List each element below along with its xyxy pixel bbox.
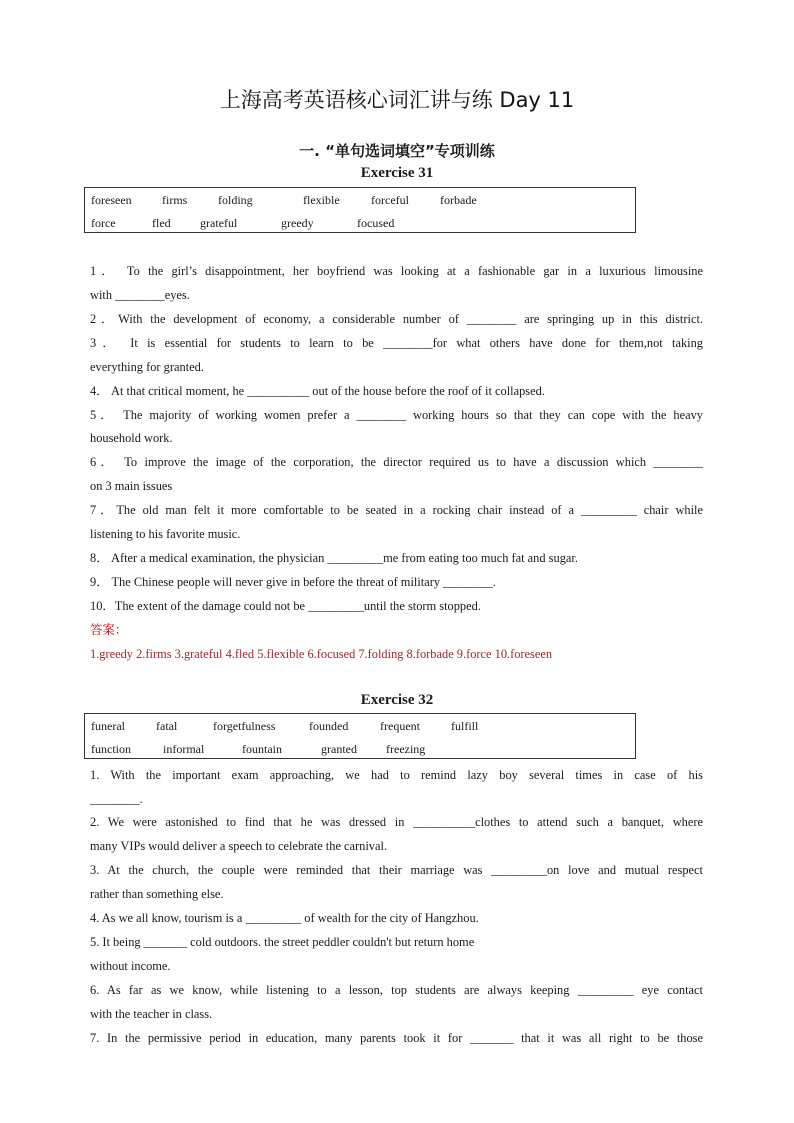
exercise-32-line: 6. As far as we know, while listening to a lesson, top students are always keeping _________ eye contact — [90, 983, 703, 997]
exercise-31-line: 6． To improve the image of the corporation, the director required us to have a discussion which ________ — [90, 455, 703, 469]
word-bank-item: firms — [162, 193, 188, 207]
exercise-31-line: everything for granted. — [90, 360, 204, 374]
word-bank-item: grateful — [200, 216, 238, 230]
exercise-32-line: 2. We were astonished to find that he was dressed in __________clothes to attend such a banquet, where — [90, 815, 703, 829]
exercise-32-line: 3. At the church, the couple were reminded that their marriage was _________on love and mutual respect — [90, 863, 703, 877]
word-bank-item: frequent — [380, 719, 420, 733]
exercise-31-line: 8． After a medical examination, the physician _________me from eating too much fat and sugar. — [90, 551, 578, 565]
answer-label: 答案： — [90, 623, 128, 637]
word-bank-item: forbade — [440, 193, 477, 207]
exercise-31-line: 2．With the development of economy, a considerable number of ________ are springing up in this district. — [90, 312, 703, 326]
exercise-32-line: 4. As we all know, tourism is a _________ of wealth for the city of Hangzhou. — [90, 911, 479, 925]
word-bank-item: function — [91, 742, 131, 756]
word-bank-item: fled — [152, 216, 171, 230]
word-bank-item: folding — [218, 193, 253, 207]
word-bank-item: founded — [309, 719, 349, 733]
word-bank-item: freezing — [386, 742, 426, 756]
word-bank-item: fulfill — [451, 719, 479, 733]
exercise-32-title: Exercise 32 — [360, 692, 434, 708]
section-heading: 一. “单句选词填空”专项训练 — [299, 142, 495, 160]
exercise-31-line: 3． It is essential for students to learn to be ________for what others have done for them,not taking — [90, 336, 703, 350]
exercise-31-line: 4． At that critical moment, he __________ out of the house before the roof of it collapsed. — [90, 384, 545, 398]
word-bank-item: fatal — [156, 719, 178, 733]
word-bank-item: fountain — [242, 742, 282, 756]
exercise-32-line: 5. It being _______ cold outdoors. the street peddler couldn't but return home — [90, 935, 475, 949]
exercise-32-line: rather than something else. — [90, 887, 224, 901]
exercise-32-line: 1. With the important exam approaching, we had to remind lazy boy several times in case of his — [90, 768, 703, 782]
page-title: 上海高考英语核心词汇讲与练 Day 11 — [219, 88, 575, 112]
exercise-31-line: with ________eyes. — [90, 288, 190, 302]
exercise-32-word-bank — [84, 713, 636, 759]
word-bank-item: funeral — [91, 719, 125, 733]
word-bank-item: informal — [163, 742, 205, 756]
exercise-32-line: 7. In the permissive period in education, many parents took it for _______ that it was all right to be those — [90, 1031, 703, 1045]
exercise-32-line: ________. — [90, 792, 143, 806]
word-bank-item: flexible — [303, 193, 340, 207]
exercise-31-line: 5． The majority of working women prefer a ________ working hours so that they can cope with the heavy — [90, 408, 703, 422]
exercise-31-line: 9． The Chinese people will never give in before the threat of military ________. — [90, 575, 496, 589]
exercise-31-line: household work. — [90, 431, 173, 445]
exercise-32-line: with the teacher in class. — [90, 1007, 213, 1021]
word-bank-item: forceful — [371, 193, 409, 207]
word-bank-item: force — [91, 216, 116, 230]
word-bank-item: forgetfulness — [213, 719, 276, 733]
exercise-32-line: without income. — [90, 959, 171, 973]
exercise-32-line: many VIPs would deliver a speech to celebrate the carnival. — [90, 839, 388, 853]
exercise-31-title: Exercise 31 — [360, 165, 434, 181]
word-bank-item: greedy — [281, 216, 314, 230]
answer-key: 1.greedy 2.firms 3.grateful 4.fled 5.flexible 6.focused 7.folding 8.forbade 9.force 10.foreseen — [90, 647, 553, 661]
exercise-31-line: 7．The old man felt it more comfortable to be seated in a rocking chair instead of a _________ chair while — [90, 503, 703, 517]
exercise-31-line: 1． To the girl’s disappointment, her boyfriend was looking at a fashionable gar in a luxurious limousine — [90, 264, 703, 278]
exercise-31-line: listening to his favorite music. — [90, 527, 241, 541]
exercise-31-word-bank — [84, 187, 636, 233]
exercise-31-line: on 3 main issues — [90, 479, 173, 493]
exercise-31-line: 10．The extent of the damage could not be _________until the storm stopped. — [90, 599, 481, 613]
word-bank-item: granted — [321, 742, 357, 756]
word-bank-item: focused — [357, 216, 395, 230]
word-bank-item: foreseen — [91, 193, 132, 207]
